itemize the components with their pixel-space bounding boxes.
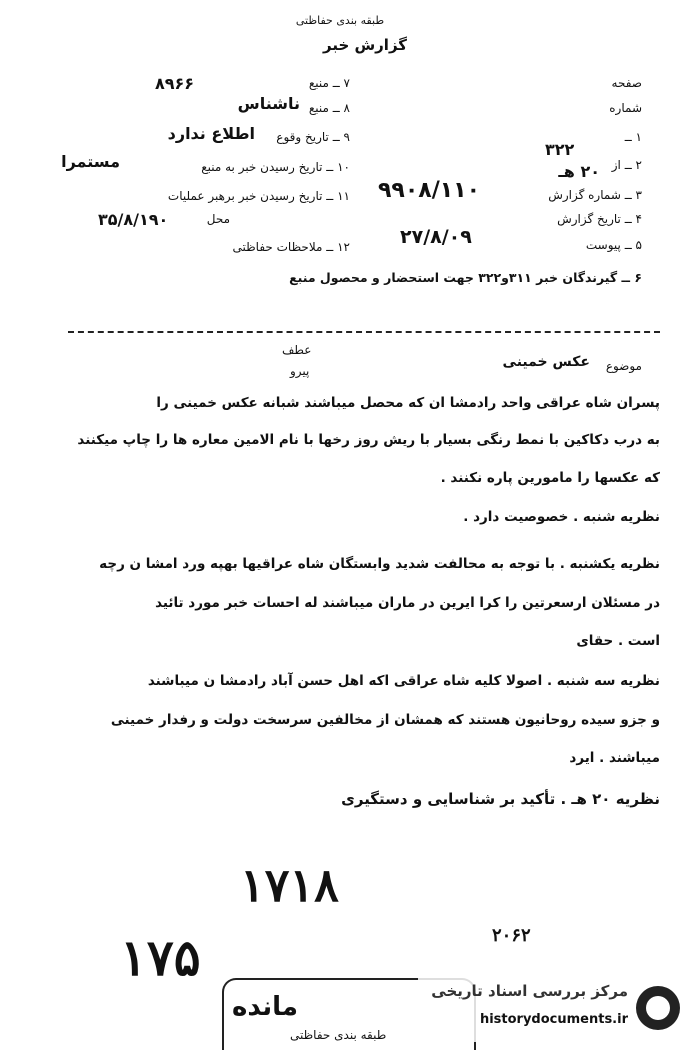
subject-value: عکس خمینی [502,354,590,370]
body-line-5: نظریه یکشنبه . با توجه به محالفت شدید وابستگان شاه عراقیها بهپه ورد امشا ن رچه [99,556,660,572]
body-line-7: است . حقای [576,633,660,649]
archive-number-2062: ۲۰۶۲ [492,925,531,946]
meta-left-value-6: ۳۵/۸/۱۹۰ [98,210,169,229]
meta-left-label-4: ۱۰ ــ تاریخ رسیدن خبر به منبع [201,160,350,174]
meta-right-label-page: صفحه [611,76,642,90]
separator-line [68,331,660,333]
meta-right-label-number: شماره [609,101,642,115]
meta-left-label-3: ۹ ــ تاریخ وقوع [276,130,350,144]
body-line-1: پسران شاه عراقی واحد رادمشا ان که محصل میباشند شبانه عکس خمینی را [156,395,660,411]
body-line-4: نظریه شنبه . خصوصیت دارد . [463,509,660,525]
archive-number-1718: ۱۷۱۸ [240,858,339,912]
meta-right-value-4: ۲۷/۸/۰۹ [400,226,472,248]
body-line-8: نظریه سه شنبه . اصولا کلیه شاه عراقی اکه اهل حسن آباد رادمشا ن میباشند [147,673,660,689]
margin-note-follow: پیرو [290,364,310,378]
meta-right-label-3: ۳ ــ شماره گزارش [548,188,642,202]
footer-classification: طبقه بندی حفاظتی [290,1028,387,1042]
meta-right-value-3: ۹۹۰۸/۱۱۰ [378,178,481,203]
body-line-10: میباشند . ایرد [569,750,660,766]
meta-left-label-7: ۱۲ ــ ملاحظات حفاظتی [232,240,350,254]
body-line-3: که عکسها را مامورین پاره نکنند . [440,470,660,486]
archive-number-175: ۱۷۵ [120,928,201,987]
meta-right-value-2: ۲۰ هـ [558,162,600,181]
body-line-2: به درب دکاکین با نمط رنگی بسیار با ریش روز رخها با نام الامین معاره ها را چاپ میکنند [77,432,660,448]
watermark-text: مرکز بررسی اسناد تاریخی [431,982,628,1000]
meta-left-value-4: مستمرا [61,152,120,171]
meta-left-label-2: ۸ ــ منبع [308,101,350,115]
subject-label: موضوع [605,359,642,373]
stamp-text: مانده [232,992,298,1022]
body-line-9: و جزو سیده روحانیون هستند که همشان از مخالفین سرسخت دولت و رفدار خمینی [110,712,660,728]
meta-right-label-5: ۵ ــ پیوست [585,238,642,252]
meta-left-label-1: ۷ ــ منبع [308,76,350,90]
meta-left-value-1: ۸۹۶۶ [155,74,195,93]
meta-left-value-2: ناشناس [237,94,300,113]
watermark [418,978,688,1042]
meta-right-label-1: ۱ ــ [624,130,642,144]
watermark-url: historydocuments.ir [479,1012,628,1027]
meta-left-value-3: اطلاع ندارد [167,124,255,143]
meta-right-value-1: ۳۲۲ [545,140,575,159]
recipients-line: ۶ ــ گیرندگان خبر ۳۱۱و۳۲۲ جهت استحضار و محصول منبع [289,270,642,285]
body-line-6: در مسئلان ارسعرتین را کرا ایرین در ماران میباشند له احسات خبر مورد تائید [155,595,660,611]
meta-right-label-2: ۲ ــ از [611,158,642,172]
body-line-11: نظریه ۲۰ هـ . تأکید بر شناسایی و دستگیری [341,790,660,808]
meta-left-label-6: محل [206,212,230,226]
meta-left-label-5: ۱۱ ــ تاریخ رسیدن خبر برهبر عملیات [167,189,350,203]
classification-header: طبقه بندی حفاظتی [295,14,385,27]
margin-note-ref: عطف [282,343,312,357]
meta-right-label-4: ۴ ــ تاریخ گزارش [557,212,642,226]
archive-logo-icon [636,986,680,1030]
document-title: گزارش خبر [322,36,408,54]
